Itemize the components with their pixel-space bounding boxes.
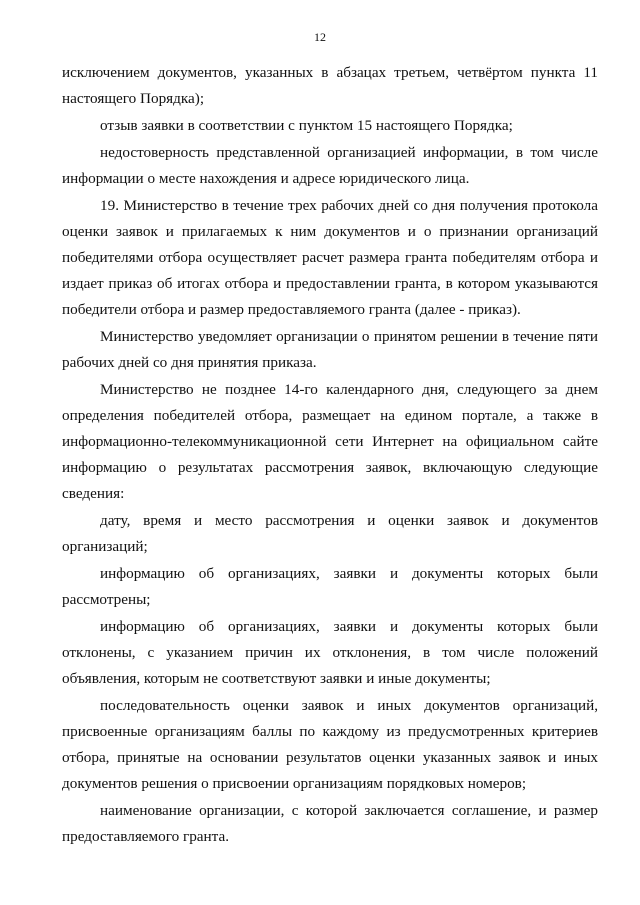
paragraph-notification: Министерство уведомляет организации о принятом решении в течение пяти рабочих дней со дня принятия приказа. xyxy=(62,328,598,371)
list-item-evaluation-sequence: последовательность оценки заявок и иных документов организаций, присвоенные организациям баллы по каждому из предусмотренных критериев отбора, принятые на основании результатов оценки указанных заявок и иных документов решения о присвоении организациям порядковых номеров; xyxy=(62,697,598,792)
list-item-grant-recipient: наименование организации, с которой заключается соглашение, и размер предоставляемого гранта. xyxy=(62,802,598,845)
paragraph-withdrawal: отзыв заявки в соответствии с пунктом 15 настоящего Порядка; xyxy=(100,117,513,134)
list-item-reviewed-organizations: информацию об организациях, заявки и документы которых были рассмотрены; xyxy=(62,565,598,608)
paragraph-continuation: исключением документов, указанных в абзацах третьем, четвёртом пункта 11 настоящего Порядка); xyxy=(62,64,598,107)
list-item-date-time-place: дату, время и место рассмотрения и оценки заявок и документов организаций; xyxy=(62,512,598,555)
paragraph-clause-19: 19. Министерство в течение трех рабочих дней со дня получения протокола оценки заявок и прилагаемых к ним документов и о признании организаций победителями отбора осуществляет расчет размера гранта победителям отбора и издает приказ об итогах отбора и предоставлении гранта, в котором указываются победители отбора и размер предоставляемого гранта (далее - приказ). xyxy=(62,197,598,318)
list-item-rejected-organizations: информацию об организациях, заявки и документы которых были отклонены, с указанием причин их отклонения, в том числе положений объявления, которым не соответствуют заявки и иные документы; xyxy=(62,618,598,687)
page-number: 12 xyxy=(314,30,326,44)
paragraph-publication: Министерство не позднее 14-го календарного дня, следующего за днем определения победителей отбора, размещает на едином портале, а также в информационно-телекоммуникационной сети Интернет на официальном сайте информацию о результатах рассмотрения заявок, включающую следующие сведения: xyxy=(62,381,598,502)
document-body xyxy=(62,60,598,851)
paragraph-inaccuracy: недостоверность представленной организацией информации, в том числе информации о месте нахождения и адресе юридического лица. xyxy=(62,144,598,187)
